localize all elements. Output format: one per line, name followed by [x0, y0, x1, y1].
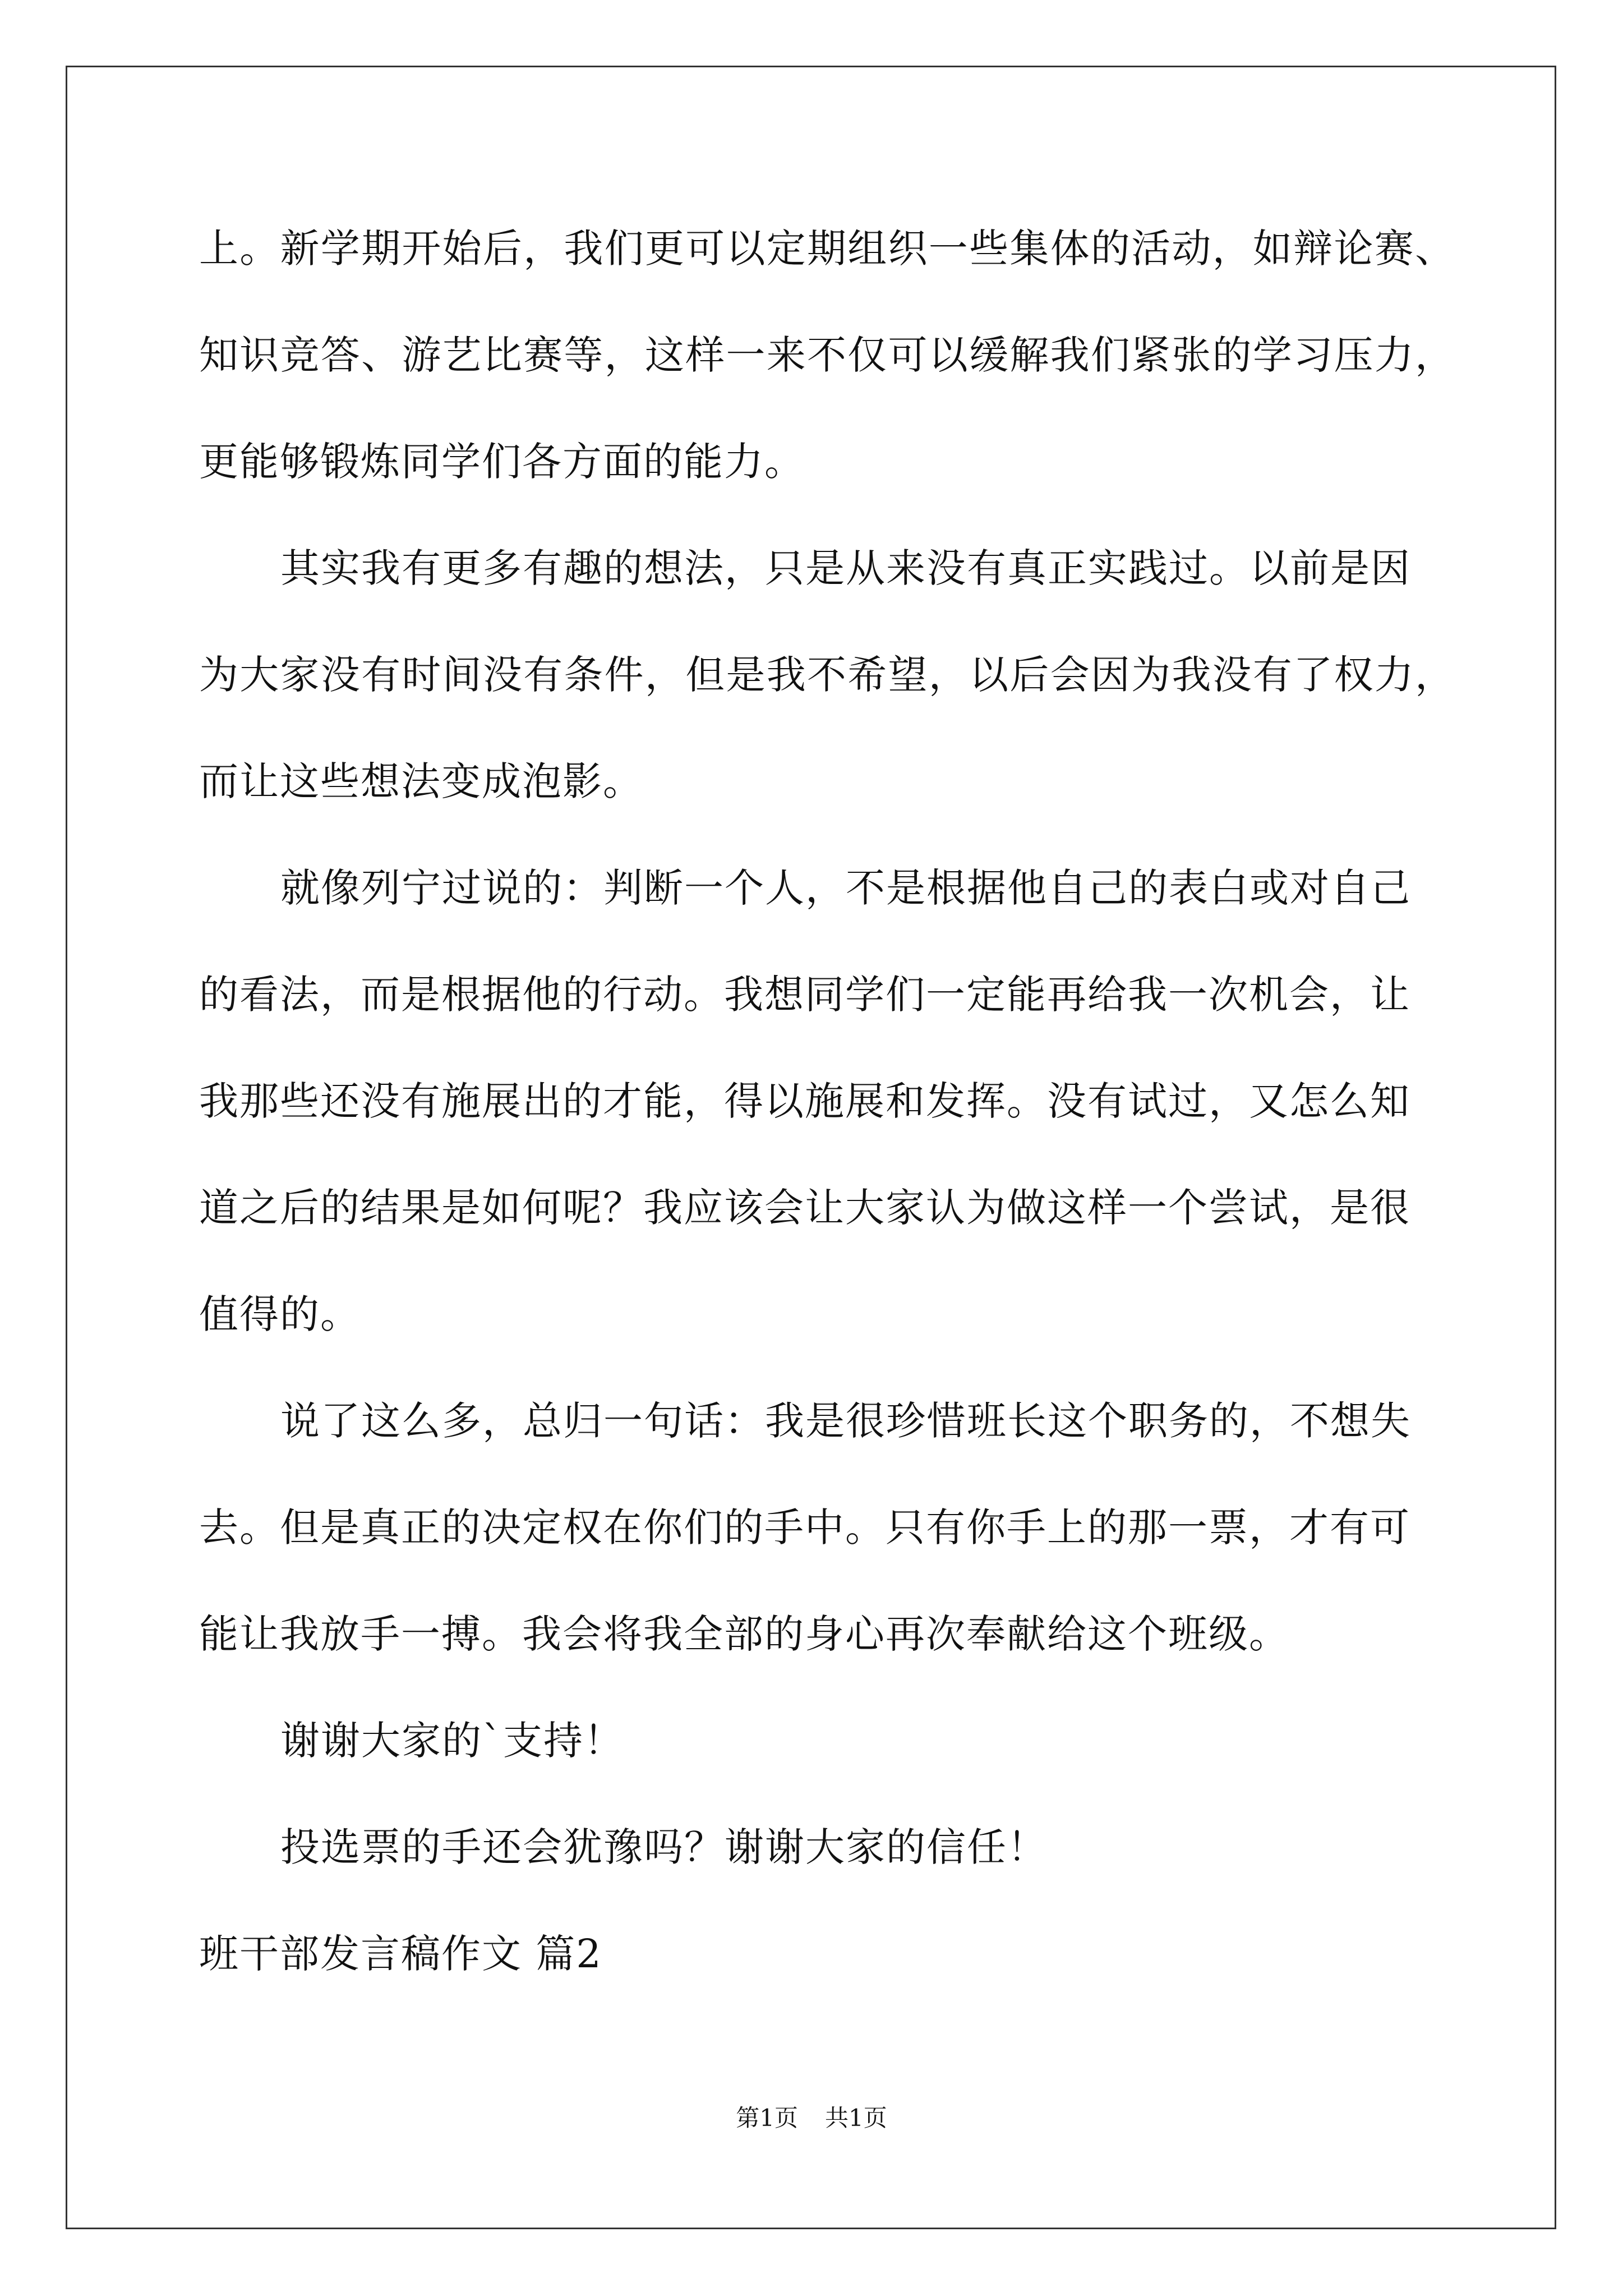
paragraph-line: 我那些还没有施展出的才能，得以施展和发挥。没有试过，又怎么知	[199, 1078, 1410, 1124]
paragraph-line: 知识竞答、游艺比赛等，这样一来不仅可以缓解我们紧张的学习压力，	[199, 332, 1455, 378]
paragraph-line: 就像列宁过说的：判断一个人，不是根据他自己的表白或对自己	[280, 865, 1411, 911]
paragraph-line: 谢谢大家的`支持！	[280, 1718, 624, 1764]
page-number: 第1页	[736, 2104, 798, 2132]
paragraph-line: 值得的。	[199, 1291, 361, 1337]
paragraph-line: 说了这么多，总归一句话：我是很珍惜班长这个职务的，不想失	[280, 1398, 1411, 1444]
page-border	[66, 66, 1556, 2229]
page-total: 共1页	[825, 2104, 887, 2132]
section-heading: 班干部发言稿作文 篇2	[199, 1931, 602, 1977]
paragraph-line: 而让这些想法变成泡影。	[199, 758, 643, 804]
paragraph-line: 为大家没有时间没有条件，但是我不希望，以后会因为我没有了权力，	[199, 652, 1455, 698]
paragraph-line: 的看法，而是根据他的行动。我想同学们一定能再给我一次机会，让	[199, 972, 1410, 1018]
paragraph-line: 投选票的手还会犹豫吗？谢谢大家的信任！	[280, 1824, 1048, 1870]
paragraph-line: 上。新学期开始后，我们更可以定期组织一些集体的活动，如辩论赛、	[199, 226, 1455, 272]
paragraph-line: 道之后的结果是如何呢？我应该会让大家认为做这样一个尝试，是很	[199, 1185, 1410, 1231]
paragraph-line: 能让我放手一搏。我会将我全部的身心再次奉献给这个班级。	[199, 1611, 1289, 1657]
page-footer	[0, 2102, 1623, 2134]
paragraph-line: 其实我有更多有趣的想法，只是从来没有真正实践过。以前是因	[280, 545, 1411, 591]
paragraph-line: 更能够锻炼同学们各方面的能力。	[199, 439, 805, 485]
paragraph-line: 去。但是真正的决定权在你们的手中。只有你手上的那一票，才有可	[199, 1504, 1410, 1550]
